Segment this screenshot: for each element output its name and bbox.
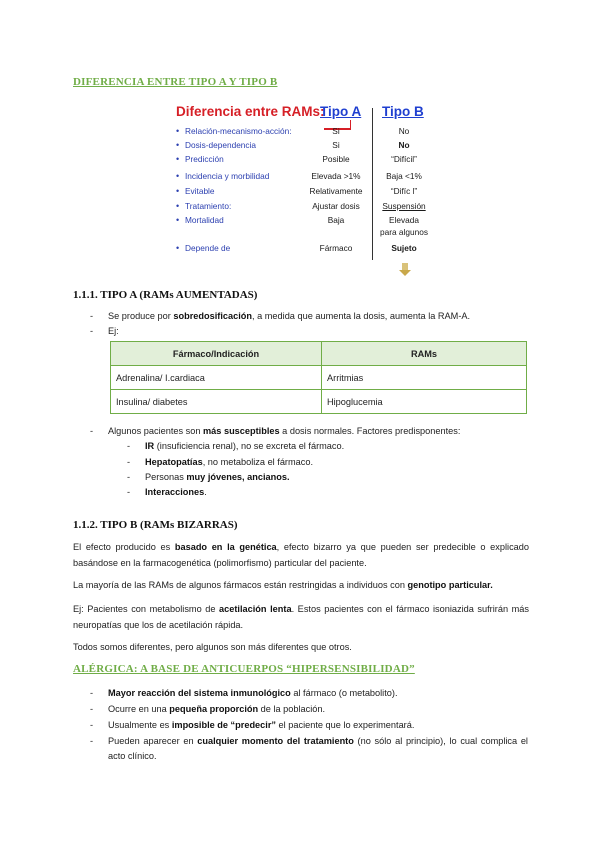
slide-row-label: Incidencia y morbilidad [185,171,270,181]
slide-bullet-icon: • [176,140,180,150]
table-cell: Adrenalina/ I.cardiaca [111,366,322,390]
list-item: - Personas muy jóvenes, ancianos. [127,472,290,482]
table-cell: Hipoglucemia [322,390,527,414]
slide-row-a: Si [332,126,340,136]
slide-bullet-icon: • [176,186,180,196]
slide-row-b: No [398,140,410,150]
slide-row-a: Fármaco [319,243,353,253]
table-cell: Insulina/ diabetes [111,390,322,414]
paragraph: El efecto producido es basado en la genética, efecto bizarro ya que pueden ser predecible o explicado basándose en la farmacogenética (polimorfismo) particular del paciente. [73,542,529,568]
slide-row [170,201,440,214]
heading-tipo-b: 1.1.2. TIPO B (RAMs BIZARRAS) [73,519,238,531]
table-row [111,366,527,390]
slide-row [170,171,440,184]
table-header: Fármaco/Indicación [111,342,322,366]
slide-row-b: Elevada [389,215,419,225]
slide-row-a: Elevada >1% [311,171,361,181]
paragraph: Ej: Pacientes con metabolismo de acetilación lenta. Estos pacientes con el fármaco isoniazida sufrirán más neuropatías que los de acetilación rápida. [73,604,529,630]
list-item: - Interacciones. [127,487,207,497]
table-cell: Arritmias [322,366,527,390]
slide-row-b: “Difíc l” [390,186,418,196]
slide-row-label: Tratamiento: [185,201,232,211]
slide-row-label: Predicción [185,154,224,164]
slide-bullet-icon: • [176,243,180,253]
slide-row-b: Sujeto [391,243,417,253]
slide-row-label: Depende de [185,243,231,253]
slide-bullet-icon: • [176,215,180,225]
slide-bullet-icon: • [176,171,180,181]
list-item: - Ocurre en una pequeña proporción de la población. [90,704,326,714]
paragraph: Todos somos diferentes, pero algunos son más diferentes que otros. [73,642,352,652]
slide-bullet-icon: • [176,154,180,164]
slide-bullet-icon: • [176,201,180,211]
slide-bullet-icon: • [176,126,180,136]
slide-row-a: Baja [327,215,345,225]
slide-row-label: Relación-mecanismo-acción: [185,126,292,136]
list-item: - Se produce por sobredosificación, a medida que aumenta la dosis, aumenta la RAM-A. [90,311,471,321]
slide-row-b: Baja <1% [386,171,422,181]
slide-title: Diferencia entre RAMs: [176,104,325,119]
slide-row-b: Suspensión [382,201,426,211]
slide-row-a: Ajustar dosis [312,201,360,211]
farmaco-table [110,341,527,414]
list-item: - Usualmente es imposible de “predecir” el paciente que lo experimentará. [90,720,415,730]
slide-row-label: Evitable [185,186,215,196]
heading-alergica: ALÉRGICA: A BASE DE ANTICUERPOS “HIPERSENSIBILIDAD” [73,663,415,675]
slide-row [170,154,440,167]
slide-row [170,227,440,240]
table-header: RAMs [322,342,527,366]
table-row [111,390,527,414]
list-item: - Ej: [90,326,119,336]
slide-row-label: Dosis-dependencia [185,140,257,150]
list-item: - Hepatopatías, no metaboliza el fármaco. [127,457,314,467]
slide-row [170,243,440,256]
slide-row-a: Relativamente [309,186,363,196]
list-item: - Pueden aparecer en cualquier momento del tratamiento (no sólo al principio), lo cual complica el acto clínico. [90,736,528,761]
slide-row [170,126,440,139]
list-item: - IR (insuficiencia renal), no se excreta el fármaco. [127,441,345,451]
comparison-slide-image [170,100,440,280]
slide-row-a: Posible [322,154,350,164]
slide-row-a: Si [332,140,340,150]
slide-row-b: para algunos [380,227,428,237]
slide-row-b: “Difícil” [391,154,417,164]
slide-row [170,186,440,199]
arrow-down-icon [399,263,411,277]
list-item: - Algunos pacientes son más susceptibles a dosis normales. Factores predisponentes: [90,426,461,436]
slide-col-a: Tipo A [320,104,362,119]
list-item: - Mayor reacción del sistema inmunológico al fármaco (o metabolito). [90,688,398,698]
slide-col-b: Tipo B [382,104,424,119]
slide-row-label: Mortalidad [185,215,224,225]
slide-row [170,140,440,153]
heading-tipo-a: 1.1.1. TIPO A (RAMs AUMENTADAS) [73,289,258,301]
heading-diferencia: DIFERENCIA ENTRE TIPO A Y TIPO B [73,76,278,88]
slide-row-b: No [398,126,410,136]
paragraph: La mayoría de las RAMs de algunos fármacos están restringidas a individuos con genotipo particular. [73,580,493,590]
